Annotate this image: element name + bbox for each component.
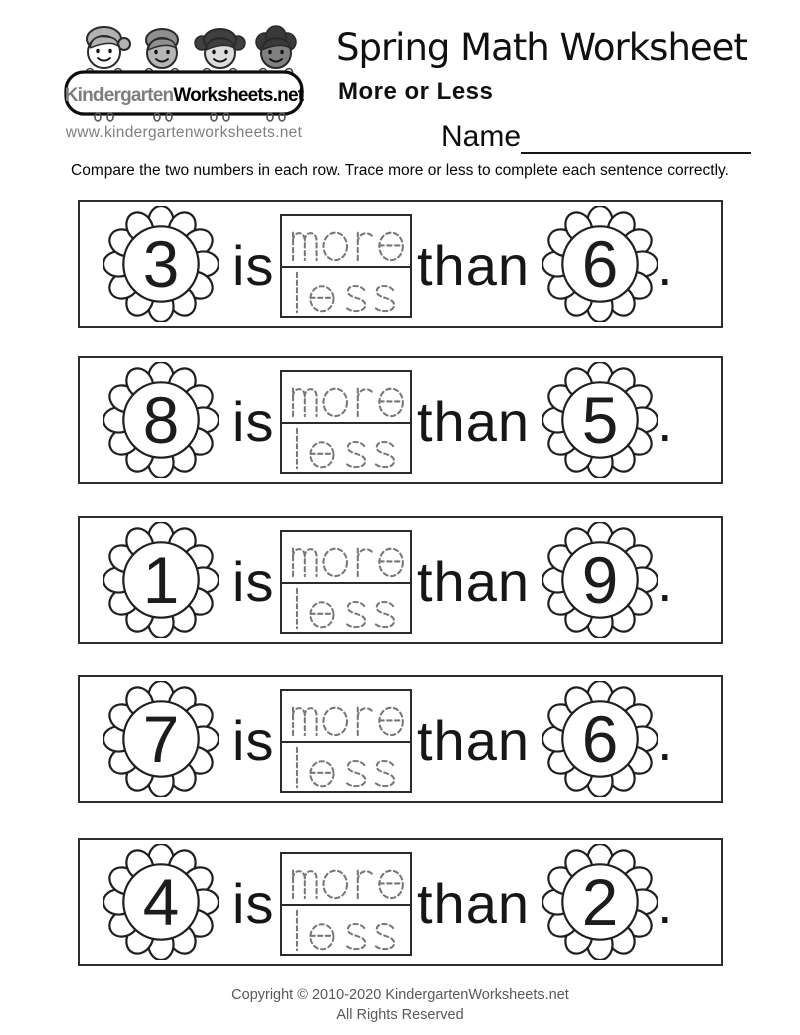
sentence-period: .: [657, 872, 673, 935]
trace-word-more: [282, 532, 410, 582]
word-is: is: [232, 709, 275, 772]
worksheet-row: [78, 356, 723, 484]
word-than: than: [417, 390, 530, 453]
four-children-heads-icon: [62, 20, 306, 122]
trace-more-cell[interactable]: [282, 854, 410, 906]
copyright-footer: [0, 986, 800, 1025]
left-number: 7: [142, 702, 180, 777]
trace-box: [280, 689, 412, 793]
trace-box: [280, 852, 412, 956]
flower-icon: [542, 844, 658, 960]
instructions-text: Compare the two numbers in each row. Trace more or less to complete each sentence correctly.: [71, 162, 729, 179]
worksheet-row: [78, 200, 723, 328]
trace-word-less: [282, 906, 410, 956]
trace-word-less: [282, 424, 410, 474]
sentence-period: .: [657, 390, 673, 453]
page-title: Spring Math Worksheet: [336, 26, 747, 69]
left-number: 3: [142, 227, 180, 302]
trace-word-more: [282, 691, 410, 741]
word-is: is: [232, 550, 275, 613]
flower-icon: [542, 362, 658, 478]
trace-box: [280, 530, 412, 634]
sentence-period: .: [657, 709, 673, 772]
name-row: [441, 118, 751, 154]
name-field[interactable]: [521, 118, 751, 154]
flower-icon: [103, 362, 219, 478]
trace-more-cell[interactable]: [282, 372, 410, 424]
right-number: 9: [581, 543, 619, 618]
word-is: is: [232, 390, 275, 453]
flower-icon: [542, 206, 658, 322]
copyright-line: Copyright © 2010-2020 KindergartenWorksheets.net: [231, 987, 569, 1003]
trace-box: [280, 370, 412, 474]
site-logo: [62, 20, 306, 122]
word-is: is: [232, 872, 275, 935]
word-than: than: [417, 872, 530, 935]
trace-more-cell[interactable]: [282, 216, 410, 268]
left-number: 1: [142, 543, 180, 618]
word-than: than: [417, 550, 530, 613]
trace-more-cell[interactable]: [282, 691, 410, 743]
name-label: Name: [441, 120, 522, 153]
trace-box: [280, 214, 412, 318]
logo-text-black: Worksheets.net: [173, 85, 304, 106]
word-than: than: [417, 234, 530, 297]
word-is: is: [232, 234, 275, 297]
sentence-period: .: [657, 234, 673, 297]
trace-less-cell[interactable]: [282, 268, 410, 318]
word-than: than: [417, 709, 530, 772]
right-number: 6: [581, 227, 619, 302]
trace-less-cell[interactable]: [282, 424, 410, 474]
site-url: www.kindergartenworksheets.net: [65, 124, 303, 141]
right-number: 5: [581, 383, 619, 458]
right-number: 6: [581, 702, 619, 777]
worksheet-row: [78, 516, 723, 644]
trace-less-cell[interactable]: [282, 743, 410, 793]
flower-icon: [103, 844, 219, 960]
flower-icon: [103, 522, 219, 638]
logo-text: [65, 85, 305, 106]
flower-icon: [542, 681, 658, 797]
left-number: 4: [142, 865, 180, 940]
page-subtitle: More or Less: [338, 78, 494, 105]
flower-icon: [103, 206, 219, 322]
left-number: 8: [142, 383, 180, 458]
worksheet-row: [78, 838, 723, 966]
flower-icon: [542, 522, 658, 638]
sentence-period: .: [657, 550, 673, 613]
trace-word-less: [282, 268, 410, 318]
trace-word-more: [282, 216, 410, 266]
trace-word-less: [282, 743, 410, 793]
trace-more-cell[interactable]: [282, 532, 410, 584]
trace-word-more: [282, 372, 410, 422]
rights-line: All Rights Reserved: [336, 1006, 464, 1023]
flower-icon: [103, 681, 219, 797]
logo-text-gray: Kindergarten: [64, 85, 174, 106]
trace-less-cell[interactable]: [282, 906, 410, 956]
trace-less-cell[interactable]: [282, 584, 410, 634]
trace-word-less: [282, 584, 410, 634]
worksheet-row: [78, 675, 723, 803]
trace-word-more: [282, 854, 410, 904]
right-number: 2: [581, 865, 619, 940]
